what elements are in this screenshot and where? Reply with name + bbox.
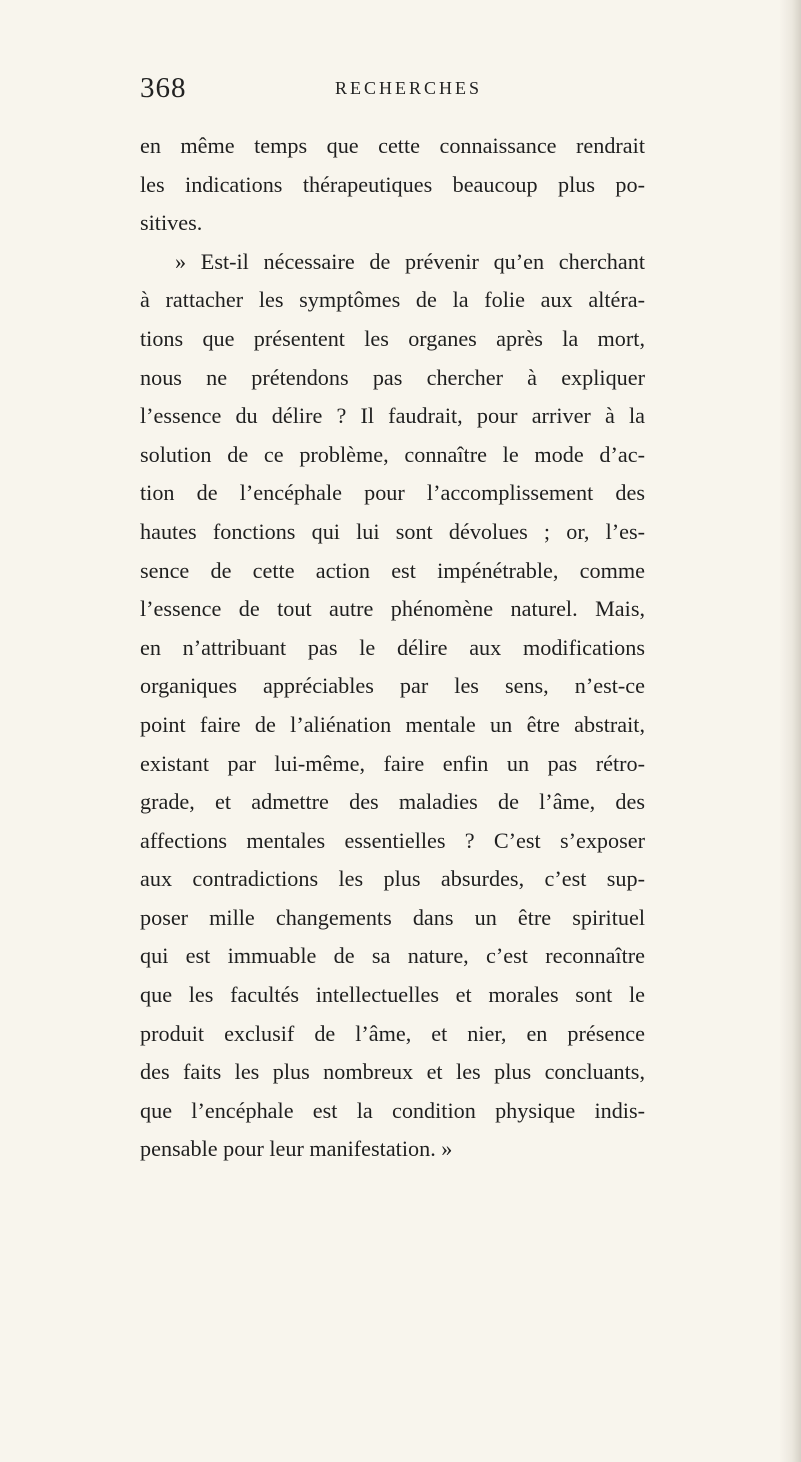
text-line: pensable pour leur manifestation. » (140, 1136, 453, 1162)
text-line: en n’attribuant pas le délire aux modifications (140, 634, 645, 660)
text-line: sitives. (140, 210, 203, 236)
page-edge-shadow (779, 0, 801, 1462)
text-line: l’essence du délire ? Il faudrait, pour arriver à la (140, 403, 645, 429)
body-text (140, 127, 645, 1169)
text-line: point faire de l’aliénation mentale un être abstrait, (140, 711, 645, 737)
text-line: aux contradictions les plus absurdes, c’est sup- (140, 866, 645, 892)
text-line: tion de l’encéphale pour l’accomplissement des (140, 480, 645, 506)
page-number: 368 (140, 72, 187, 104)
text-line: organiques appréciables par les sens, n’est-ce (140, 673, 645, 699)
text-line: solution de ce problème, connaître le mode d’ac- (140, 441, 645, 467)
text-line: hautes fonctions qui lui sont dévolues ; or, l’es- (140, 518, 645, 544)
text-line: les indications thérapeutiques beaucoup plus po- (140, 171, 645, 197)
text-line: qui est immuable de sa nature, c’est reconnaître (140, 943, 645, 969)
text-line: produit exclusif de l’âme, et nier, en présence (140, 1020, 645, 1046)
text-line: affections mentales essentielles ? C’est s’exposer (140, 827, 645, 853)
text-line: sence de cette action est impénétrable, comme (140, 557, 645, 583)
text-line: en même temps que cette connaissance rendrait (140, 133, 645, 158)
text-line: poser mille changements dans un être spirituel (140, 904, 645, 930)
text-line: des faits les plus nombreux et les plus concluants, (140, 1059, 645, 1085)
text-line: tions que présentent les organes après la mort, (140, 325, 645, 351)
text-line: que les facultés intellectuelles et morales sont le (140, 982, 645, 1008)
text-line: existant par lui-même, faire enfin un pas rétro- (140, 750, 645, 776)
text-line: que l’encéphale est la condition physique indis- (140, 1097, 645, 1123)
running-head: RECHERCHES (335, 78, 483, 98)
text-line: à rattacher les symptômes de la folie aux altéra- (140, 287, 645, 313)
page-header (130, 72, 650, 108)
text-line: l’essence de tout autre phénomène naturel. Mais, (140, 596, 645, 622)
text-line: nous ne prétendons pas chercher à expliquer (140, 364, 645, 390)
text-line: » Est-il nécessaire de prévenir qu’en cherchant (175, 248, 645, 274)
text-line: grade, et admettre des maladies de l’âme, des (140, 789, 645, 815)
